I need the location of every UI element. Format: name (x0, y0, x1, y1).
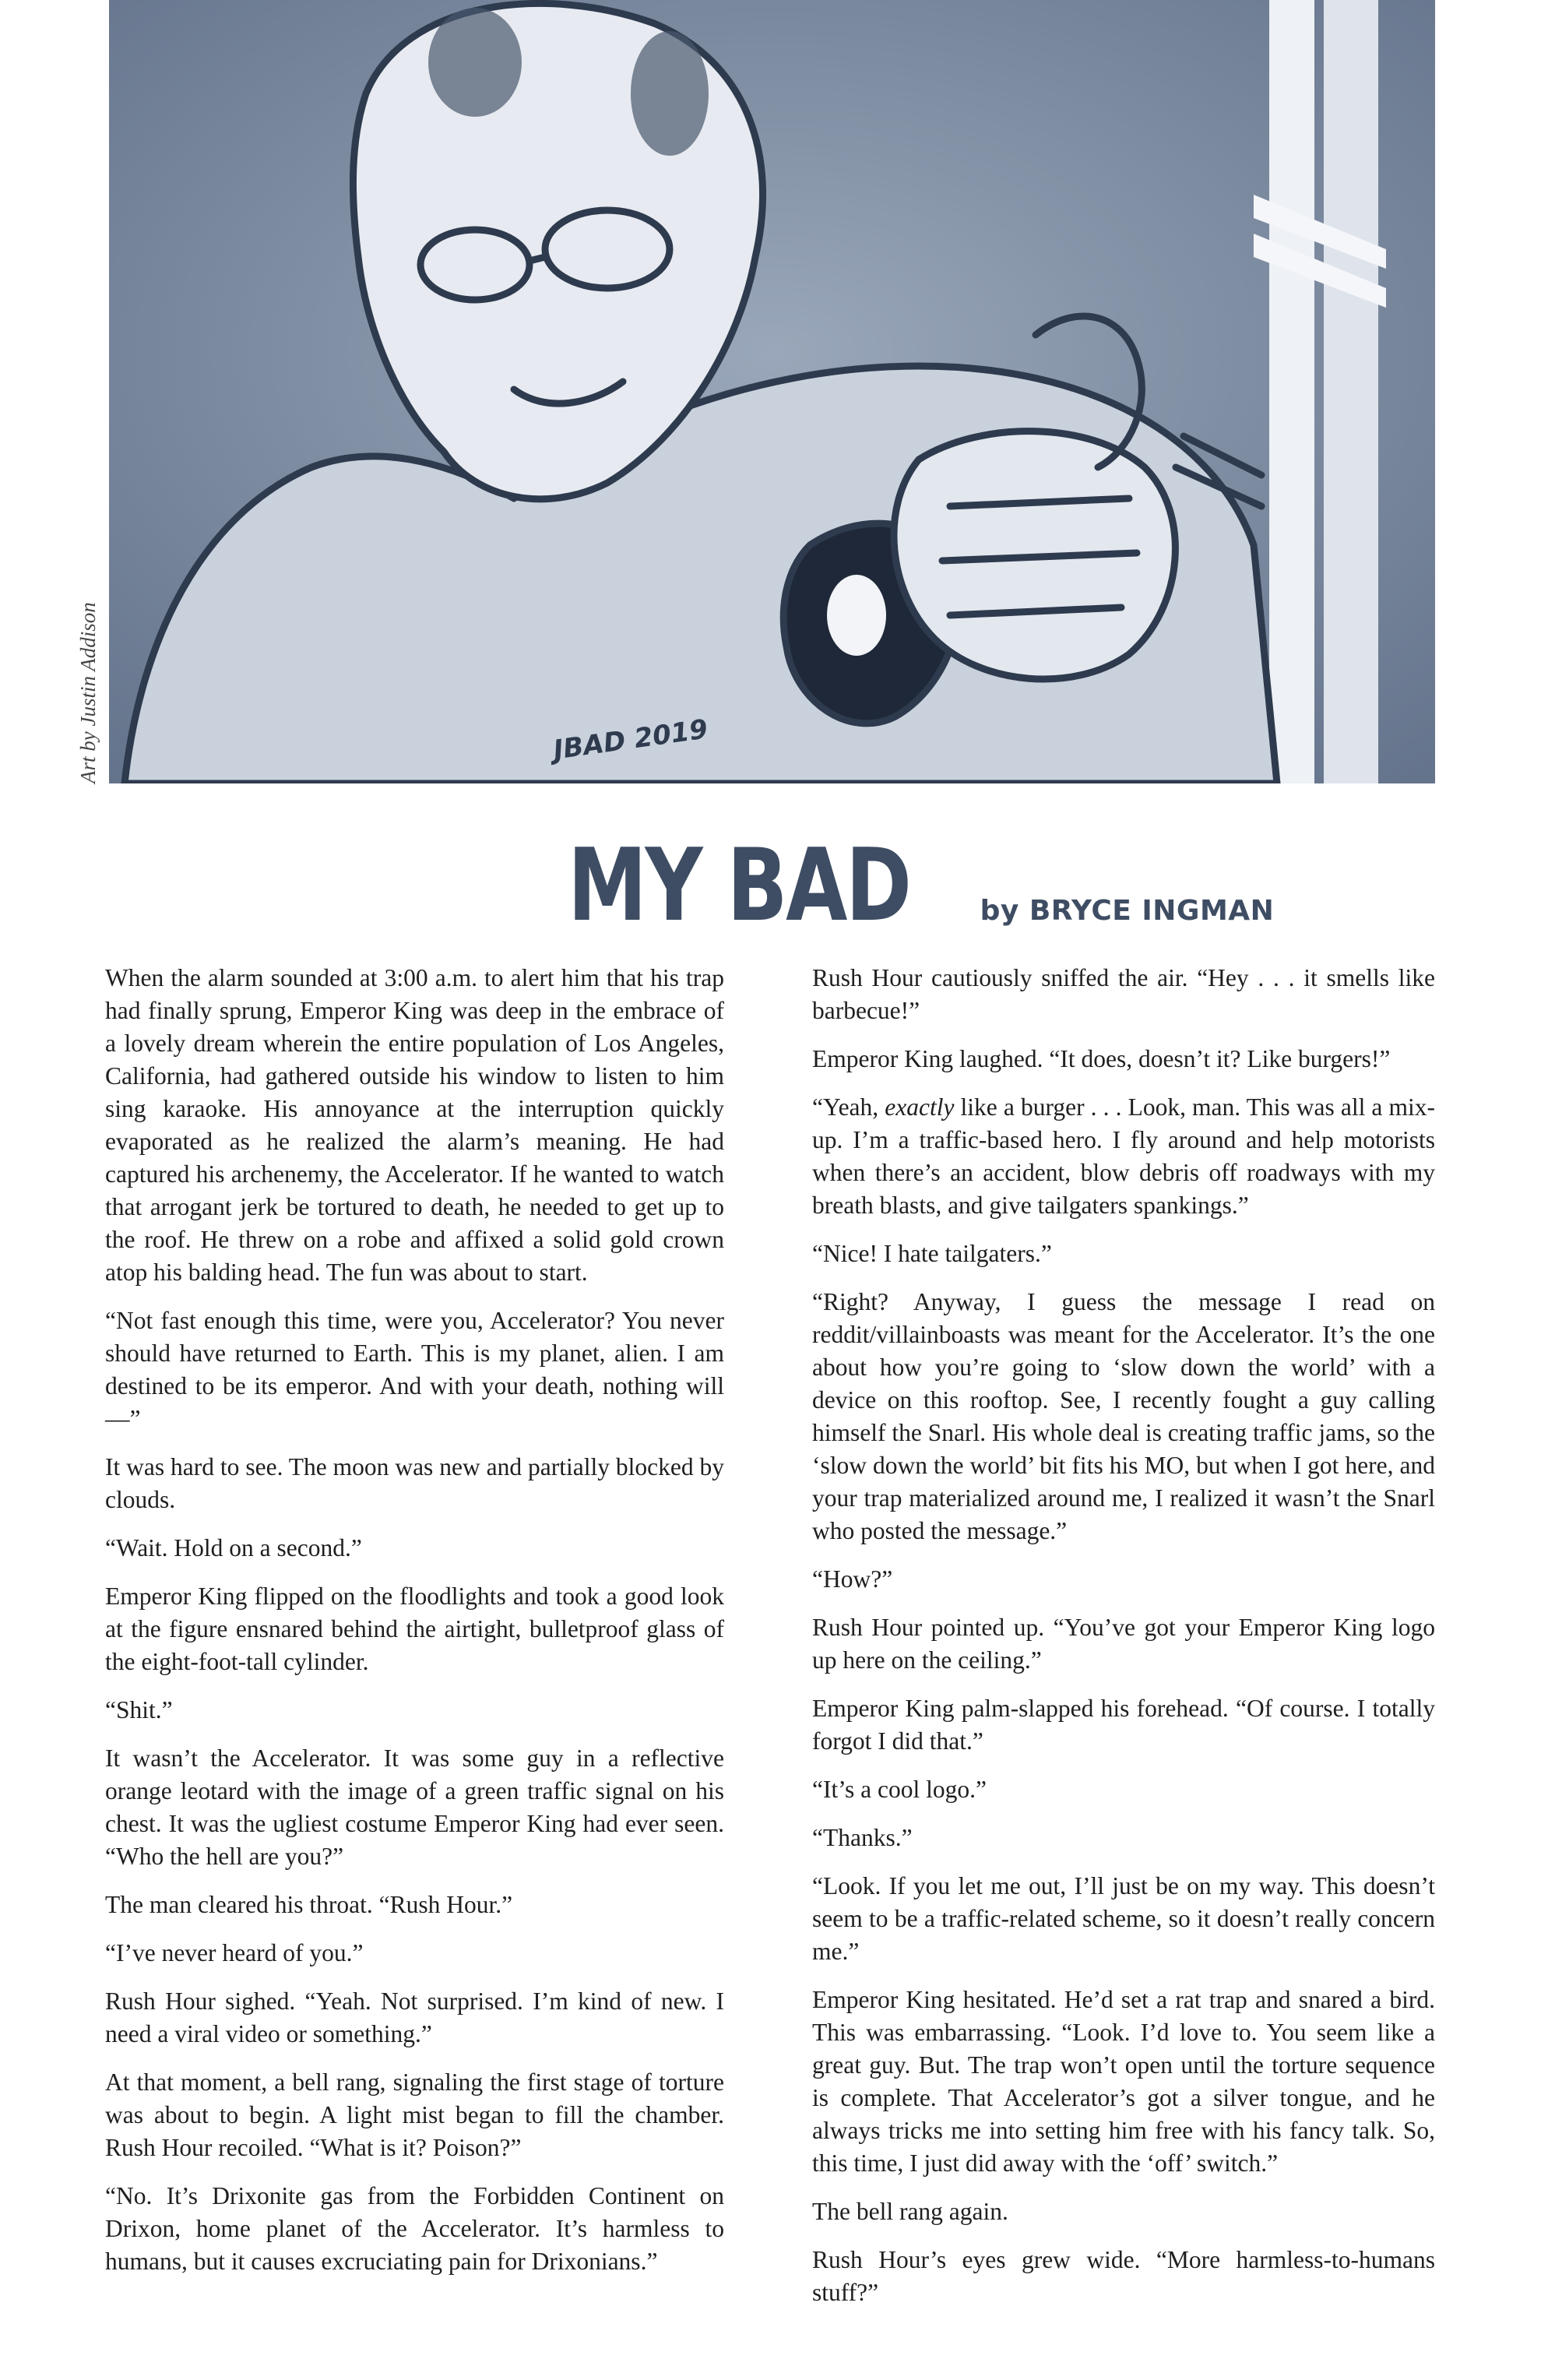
paragraph: “Thanks.” (812, 1824, 913, 1851)
paragraph: “Nice! I hate tailgaters.” (812, 1240, 1052, 1267)
paragraph: At that moment, a bell rang, signaling the first stage of torture was about to begin. A light mist began to fill the chamber. Rush Hour recoiled. “What is it? Poison?” (105, 2068, 724, 2161)
paragraph: “No. It’s Drixonite gas from the Forbidden Continent on Drixon, home planet of the Accelerator. It’s harmless to humans, but it causes excruciating pain for Drixonians.” (105, 2182, 724, 2275)
paragraph: “How?” (812, 1565, 893, 1593)
paragraph: “Not fast enough this time, were you, Accelerator? You never should have returned to Earth. This is my planet, alien. I am destined to be its emperor. And with your death, nothing will—” (105, 1307, 724, 1432)
art-credit: Art by Justin Addison (76, 602, 100, 783)
paragraph: Rush Hour sighed. “Yeah. Not surprised. I’m kind of new. I need a viral video or something.” (105, 1987, 724, 2047)
paragraph: Emperor King palm-slapped his forehead. “Of course. I totally forgot I did that.” (812, 1695, 1435, 1755)
paragraph: The bell rang again. (812, 2198, 1008, 2225)
paragraph: Emperor King flipped on the floodlights and took a good look at the figure ensnared behind the airtight, bulletproof glass of the eight-foot-tall cylinder. (105, 1583, 724, 1675)
illustration-svg (109, 0, 1435, 783)
paragraph: Rush Hour pointed up. “You’ve got your Emperor King logo up here on the ceiling.” (812, 1614, 1435, 1674)
paragraph: Rush Hour cautiously sniffed the air. “Hey . . . it smells like barbecue!” (812, 964, 1435, 1024)
text-column-right (812, 962, 1435, 2309)
text-column-left (105, 962, 724, 2278)
paragraph: Emperor King hesitated. He’d set a rat trap and snared a bird. This was embarrassing. “Look. I’d love to. You seem like a great guy. But. The trap won’t open until the torture sequence is complete. That Accelerator’s got a silver tongue, and he always tricks me into setting him free with his fancy talk. So, this time, I just did away with the ‘off’ switch.” (812, 1986, 1435, 2177)
illustration (109, 0, 1435, 783)
title-row (568, 828, 1502, 944)
paragraph: “It’s a cool logo.” (812, 1776, 987, 1803)
paragraph: When the alarm sounded at 3:00 a.m. to alert him that his trap had finally sprung, Emperor King was deep in the embrace of a lovely dream wherein the entire population of Los Angeles, California, had gathered outside his window to listen to him sing karaoke. His annoyance at the interruption quickly evaporated as he realized the alarm’s meaning. He had captured his archenemy, the Accelerator. If he wanted to watch that arrogant jerk be tortured to death, he needed to get up to the roof. He threw on a robe and affixed a solid gold crown atop his balding head. The fun was about to start. (105, 964, 724, 1286)
paragraph: “Wait. Hold on a second.” (105, 1534, 362, 1561)
paragraph: “Look. If you let me out, I’ll just be on my way. This doesn’t seem to be a traffic-related scheme, so it doesn’t really concern me.” (812, 1872, 1435, 1965)
story-title: MY BAD (568, 828, 910, 944)
artist-signature: JBAD 2019 (551, 713, 710, 766)
paragraph: “Shit.” (105, 1696, 173, 1723)
paragraph: Rush Hour’s eyes grew wide. “More harmless-to-humans stuff?” (812, 2246, 1435, 2306)
paragraph: “I’ve never heard of you.” (105, 1939, 364, 1966)
paragraph: It wasn’t the Accelerator. It was some guy in a reflective orange leotard with the image of a green traffic signal on his chest. It was the ugliest costume Emperor King had ever seen. “Who the hell are you?” (105, 1745, 724, 1870)
paragraph: It was hard to see. The moon was new and partially blocked by clouds. (105, 1453, 724, 1513)
paragraph: “Right? Anyway, I guess the message I read on reddit/villainboasts was meant for the Accelerator. It’s the one about how you’re going to ‘slow down the world’ with a device on this rooftop. See, I recently fought a guy calling himself the Snarl. His whole deal is creating traffic jams, so the ‘slow down the world’ bit fits his MO, but when I got here, and your trap materialized around me, I realized it wasn’t the Snarl who posted the message.” (812, 1288, 1435, 1544)
paragraph: “Yeah, exactly like a burger . . . Look, man. This was all a mix-up. I’m a traffic-based hero. I fly around and help motorists when there’s an accident, blow debris off roadways with my breath blasts, and give tailgaters spankings.” (812, 1093, 1435, 1219)
paragraph: Emperor King laughed. “It does, doesn’t it? Like burgers!” (812, 1045, 1391, 1072)
paragraph: The man cleared his throat. “Rush Hour.” (105, 1891, 513, 1918)
byline: by BRYCE INGMAN (980, 895, 1275, 927)
